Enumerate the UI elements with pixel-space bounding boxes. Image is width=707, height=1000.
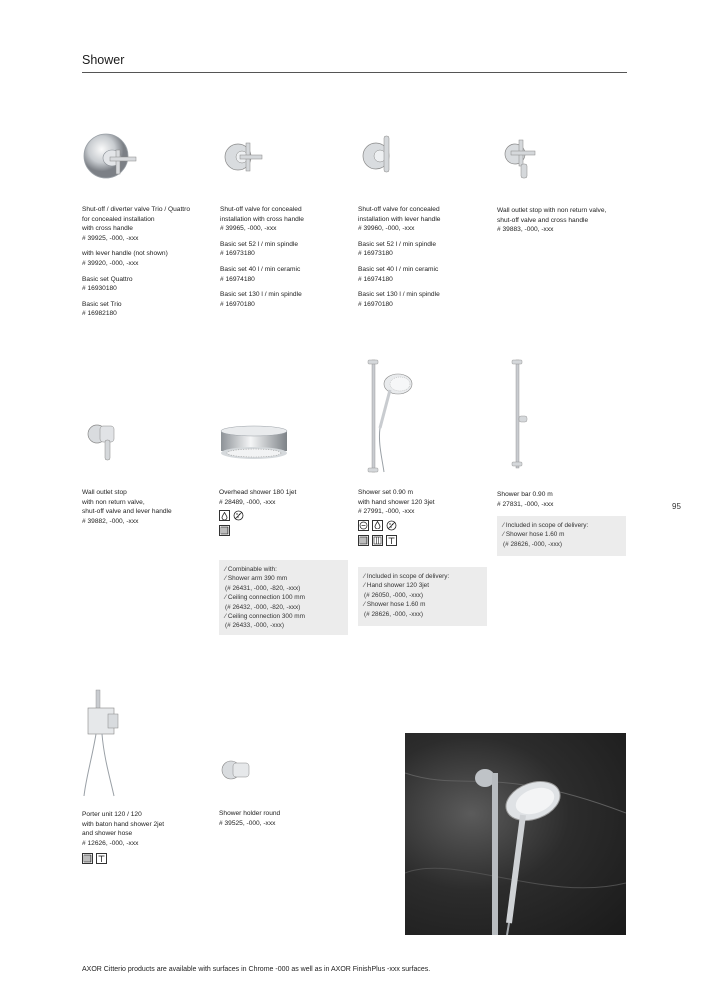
diverter-valve-image <box>82 130 142 190</box>
shower-bar-info-box: ⁄ Included in scope of delivery: ⁄ Shower hose 1.60 m (# 28626, -000, -xxx) <box>497 516 626 556</box>
feature-icons-row2 <box>358 535 493 546</box>
shower-holder-image <box>219 755 254 787</box>
feature-icons <box>358 520 493 531</box>
shower-hose-icon <box>219 525 230 536</box>
holder-icon <box>386 535 397 546</box>
shower-hose-icon <box>82 853 93 864</box>
product-diverter-valve: Shut-off / diverter valve Trio / Quattro for concealed installation with cross handle # 39925, -000, -xxx with lever handle (not shown) # 39920, -000, -xxx Basic set Quattro # 16930180 Basic set Trio # 16982180 <box>82 130 217 319</box>
overhead-shower-image <box>219 425 289 465</box>
shower-hose-icon <box>358 535 369 546</box>
anti-limescale-icon <box>233 510 244 521</box>
double-hose-icon <box>372 535 383 546</box>
shower-set-image <box>358 358 418 478</box>
feature-icons <box>82 853 217 864</box>
overhead-shower-info-box: ⁄ Combinable with: ⁄ Shower arm 390 mm (# 26431, -000, -820, -xxx) ⁄ Ceiling connection 100 mm (# 26432, -000, -820, -xxx) ⁄ Ceiling connection 300 mm (# 26433, -000, -xxx) <box>219 560 348 635</box>
anti-limescale-icon <box>386 520 397 531</box>
product-overhead-shower: Overhead shower 180 1jet # 28489, -000, -xxx <box>219 425 354 536</box>
product-shower-bar: Shower bar 0.90 m # 27831, -000, -xxx <box>497 358 632 509</box>
product-shutoff-valve-lever: Shut-off valve for concealed installation with lever handle # 39960, -000, -xxx Basic set 52 l / min spindle # 16973180 Basic set 40 l / min ceramic # 16974180 Basic set 130 l / min spindle # 16970180 <box>358 132 493 309</box>
product-shower-holder: Shower holder round # 39525, -000, -xxx <box>219 755 354 828</box>
shower-lifestyle-photo <box>405 733 626 935</box>
water-drop-icon <box>219 510 230 521</box>
shutoff-valve-lever-image <box>358 132 408 184</box>
porter-unit-image <box>82 688 127 798</box>
title-rule <box>82 72 627 73</box>
product-shutoff-valve-cross: Shut-off valve for concealed installation with cross handle # 39965, -000, -xxx Basic set 52 l / min spindle # 16973180 Basic set 40 l / min ceramic # 16974180 Basic set 130 l / min spindle # 16970180 <box>220 135 355 309</box>
shower-set-info-box: ⁄ Included in scope of delivery: ⁄ Hand shower 120 3jet (# 26050, -000, -xxx) ⁄ Shower hose 1.60 m (# 28626, -000, -xxx) <box>358 567 487 626</box>
product-porter-unit: Porter unit 120 / 120 with baton hand shower 2jet and shower hose # 12626, -000, -xxx <box>82 688 217 864</box>
product-wall-outlet-stop-lever: Wall outlet stop with non return valve, shut-off valve and lever handle # 39882, -000, -xxx <box>82 420 217 526</box>
water-drop-icon <box>372 520 383 531</box>
feature-icons-row2 <box>219 525 354 536</box>
wall-outlet-stop-cross-image <box>497 134 547 189</box>
page-title: Shower <box>82 53 125 67</box>
shutoff-valve-cross-image <box>220 135 270 185</box>
wall-outlet-stop-lever-image <box>82 420 122 465</box>
feature-icons <box>219 510 354 521</box>
hand-shower-photo-illustration <box>405 733 626 935</box>
page-number: 95 <box>672 502 681 511</box>
product-wall-outlet-stop-cross: Wall outlet stop with non return valve, shut-off valve and cross handle # 39883, -000, -xxx <box>497 134 632 235</box>
shower-bar-image <box>497 358 537 470</box>
product-shower-set: Shower set 0.90 m with hand shower 120 3jet # 27991, -000, -xxx <box>358 358 493 546</box>
holder-icon <box>96 853 107 864</box>
footnote: AXOR Citterio products are available with surfaces in Chrome -000 as well as in AXOR FinishPlus -xxx surfaces. <box>82 966 431 973</box>
silicone-nozzle-icon <box>358 520 369 531</box>
